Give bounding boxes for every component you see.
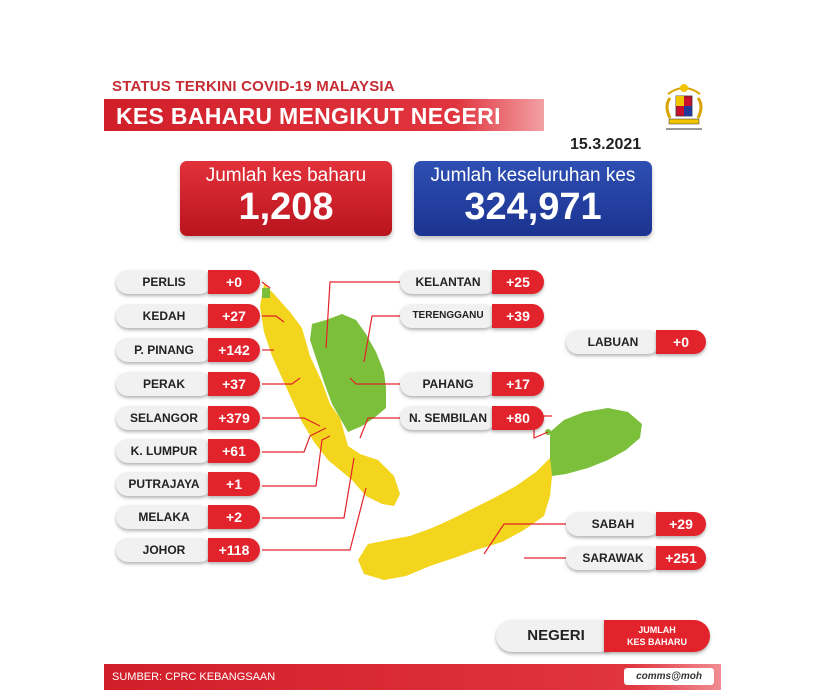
state-name-klumpur: K. LUMPUR <box>116 439 212 463</box>
legend-value-line1: JUMLAH <box>638 625 676 635</box>
peninsular-map <box>260 284 400 506</box>
report-date: 15.3.2021 <box>570 136 642 153</box>
state-value-melaka: +2 <box>208 505 260 529</box>
state-name-ppinang: P. PINANG <box>116 338 212 362</box>
state-row-terengganu <box>400 304 544 328</box>
state-row-melaka <box>116 505 260 529</box>
state-name-melaka: MELAKA <box>116 505 212 529</box>
state-value-pahang: +17 <box>492 372 544 396</box>
super-title: STATUS TERKINI COVID-19 MALAYSIA <box>112 78 395 95</box>
state-name-perlis: PERLIS <box>116 270 212 294</box>
state-row-johor <box>116 538 260 562</box>
state-value-selangor: +379 <box>208 406 260 430</box>
state-row-sarawak <box>566 546 706 570</box>
state-value-terengganu: +39 <box>492 304 544 328</box>
state-row-nsembilan <box>400 406 544 430</box>
legend-value-line2: KES BAHARU <box>626 637 687 647</box>
state-value-ppinang: +142 <box>208 338 260 362</box>
state-value-kelantan: +25 <box>492 270 544 294</box>
state-value-klumpur: +61 <box>208 439 260 463</box>
state-row-labuan <box>566 330 706 354</box>
state-value-johor: +118 <box>208 538 260 562</box>
state-value-putrajaya: +1 <box>208 472 260 496</box>
legend-name: NEGERI <box>496 620 616 652</box>
state-value-sabah: +29 <box>656 512 706 536</box>
total-cases-value: 324,971 <box>464 186 602 228</box>
state-name-kelantan: KELANTAN <box>400 270 496 294</box>
total-cases-label: Jumlah keseluruhan kes <box>430 165 636 186</box>
state-row-putrajaya <box>116 472 260 496</box>
state-value-labuan: +0 <box>656 330 706 354</box>
state-value-perlis: +0 <box>208 270 260 294</box>
state-row-perak <box>116 372 260 396</box>
state-name-putrajaya: PUTRAJAYA <box>116 472 212 496</box>
sabah-shape <box>550 408 642 476</box>
state-row-kedah <box>116 304 260 328</box>
state-name-johor: JOHOR <box>116 538 212 562</box>
state-row-klumpur <box>116 439 260 463</box>
state-value-perak: +37 <box>208 372 260 396</box>
state-row-sabah <box>566 512 706 536</box>
perlis-shape <box>262 288 270 298</box>
state-name-pahang: PAHANG <box>400 372 496 396</box>
new-cases-value: 1,208 <box>238 186 334 228</box>
state-name-kedah: KEDAH <box>116 304 212 328</box>
state-name-sabah: SABAH <box>566 512 660 536</box>
footer-source: SUMBER: CPRC KEBANGSAAN <box>112 671 276 683</box>
state-row-pahang <box>400 372 544 396</box>
state-name-selangor: SELANGOR <box>116 406 212 430</box>
state-value-kedah: +27 <box>208 304 260 328</box>
state-row-kelantan <box>400 270 544 294</box>
footer-brand: comms@moh <box>624 668 714 685</box>
state-value-sarawak: +251 <box>656 546 706 570</box>
state-name-perak: PERAK <box>116 372 212 396</box>
new-cases-label: Jumlah kes baharu <box>205 165 367 186</box>
footer-bar <box>104 664 721 690</box>
state-row-selangor <box>116 406 260 430</box>
legend-value <box>604 620 710 652</box>
state-name-labuan: LABUAN <box>566 330 660 354</box>
main-title: KES BAHARU MENGIKUT NEGERI <box>116 103 501 129</box>
state-name-sarawak: SARAWAK <box>566 546 660 570</box>
state-row-ppinang <box>116 338 260 362</box>
infographic <box>104 66 721 690</box>
state-name-nsembilan: N. SEMBILAN <box>400 406 496 430</box>
state-value-nsembilan: +80 <box>492 406 544 430</box>
state-name-terengganu: TERENGGANU <box>400 304 496 328</box>
state-row-perlis <box>116 270 260 294</box>
